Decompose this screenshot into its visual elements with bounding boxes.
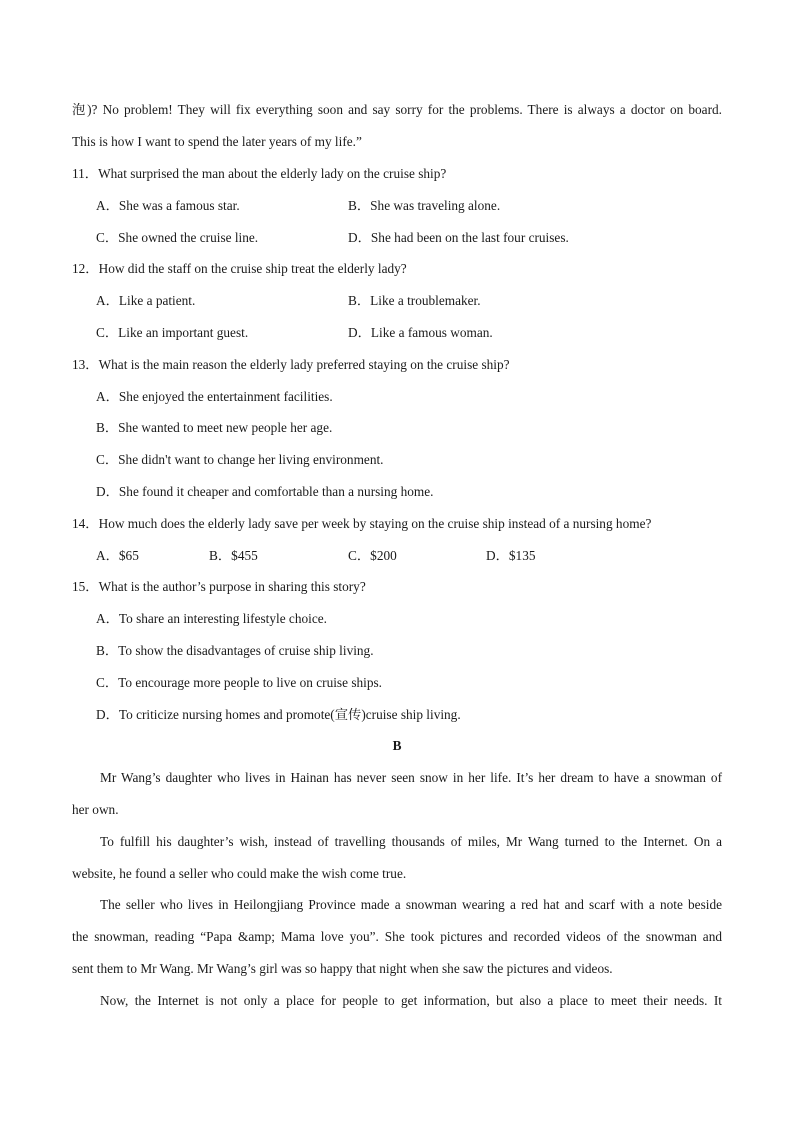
question-12-stem: 12．How did the staff on the cruise ship treat the elderly lady? (72, 261, 407, 276)
question-14-option-b: B．$455 (209, 548, 258, 563)
passage-a-line-1: 泡)? No problem! They will fix everything soon and say sorry for the problems. There is always a doctor on board. (72, 102, 722, 117)
section-b-p1-line-1: Mr Wang’s daughter who lives in Hainan has never seen snow in her life. It’s her dream to have a snowman of (100, 770, 722, 785)
question-11-option-a: A．She was a famous star. (96, 198, 240, 213)
question-15-stem: 15．What is the author’s purpose in sharing this story? (72, 579, 366, 594)
question-13-option-d: D．She found it cheaper and comfortable than a nursing home. (96, 484, 434, 499)
question-11-option-b: B．She was traveling alone. (348, 198, 501, 213)
question-12-option-a: A．Like a patient. (96, 293, 196, 308)
question-14-option-a: A．$65 (96, 548, 139, 563)
question-13-option-a: A．She enjoyed the entertainment facilities. (96, 389, 333, 404)
question-12-option-c: C．Like an important guest. (96, 325, 249, 340)
section-b-p3-line-1: The seller who lives in Heilongjiang Province made a snowman wearing a red hat and scarf with a note beside (100, 897, 722, 912)
question-12-option-b: B．Like a troublemaker. (348, 293, 481, 308)
question-14-stem: 14．How much does the elderly lady save per week by staying on the cruise ship instead of a nursing home? (72, 516, 652, 531)
question-15-option-d: D．To criticize nursing homes and promote(宣传)cruise ship living. (96, 707, 461, 722)
section-b-p4-line-1: Now, the Internet is not only a place for people to get information, but also a place to meet their needs. It (100, 993, 722, 1008)
question-13-stem: 13．What is the main reason the elderly lady preferred staying on the cruise ship? (72, 357, 510, 372)
section-b-p3-line-3: sent them to Mr Wang. Mr Wang’s girl was so happy that night when she saw the pictures and videos. (72, 961, 613, 976)
section-b-p2-line-1: To fulfill his daughter’s wish, instead of travelling thousands of miles, Mr Wang turned to the Internet. On a (100, 834, 722, 849)
question-11-option-d: D．She had been on the last four cruises. (348, 230, 569, 245)
question-12-option-d: D．Like a famous woman. (348, 325, 493, 340)
question-11-option-c: C．She owned the cruise line. (96, 230, 259, 245)
section-b-p3-line-2: the snowman, reading “Papa &amp; Mama love you”. She took pictures and recorded videos of the snowman and (72, 929, 722, 944)
question-11-stem: 11．What surprised the man about the elderly lady on the cruise ship? (72, 166, 447, 181)
passage-a-line-2: This is how I want to spend the later years of my life.” (72, 134, 362, 149)
question-13-option-b: B．She wanted to meet new people her age. (96, 420, 333, 435)
question-14-option-d: D．$135 (486, 548, 536, 563)
section-b-p1-line-2: her own. (72, 802, 119, 817)
question-13-option-c: C．She didn't want to change her living environment. (96, 452, 384, 467)
question-15-option-b: B．To show the disadvantages of cruise ship living. (96, 643, 374, 658)
question-15-option-a: A．To share an interesting lifestyle choice. (96, 611, 327, 626)
section-b-p2-line-2: website, he found a seller who could make the wish come true. (72, 866, 407, 881)
section-b-heading: B (392, 738, 402, 753)
question-14-option-c: C．$200 (348, 548, 397, 563)
question-15-option-c: C．To encourage more people to live on cruise ships. (96, 675, 382, 690)
